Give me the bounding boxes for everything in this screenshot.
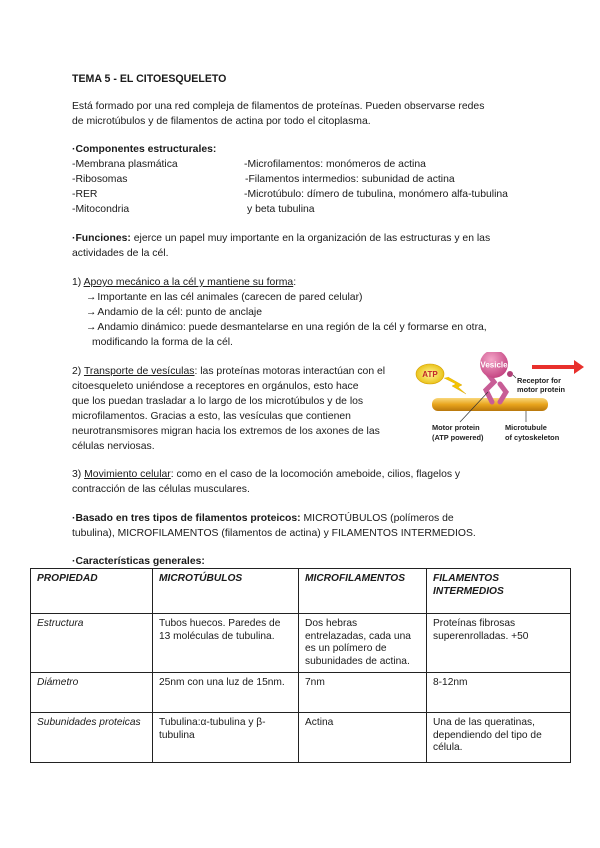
functions-heading: ·Funciones: xyxy=(72,233,131,244)
table-cell: Actina xyxy=(299,713,427,763)
point-1-item-3 xyxy=(72,321,487,335)
component-right-3: -Microtúbulo: dímero de tubulina, monómero alfa-tubulina xyxy=(244,189,508,200)
header-microtubules: MICROTÚBULOS xyxy=(153,569,299,614)
point-2-text: : las proteínas motoras interactúan con el xyxy=(194,366,386,377)
row-label: Estructura xyxy=(31,614,153,673)
table-cell: 7nm xyxy=(299,673,427,713)
point-2-title: Transporte de vesículas xyxy=(83,366,195,377)
point-1-continuation: modificando la forma de la cél. xyxy=(92,337,233,348)
component-left-4: -Mitocondria xyxy=(72,204,130,215)
point-1-heading xyxy=(72,276,296,290)
row-label: Diámetro xyxy=(31,673,153,713)
point-1-item-2-text: Andamio de la cél: punto de anclaje xyxy=(97,307,263,318)
point-3-heading xyxy=(72,468,460,482)
functions-line-2: actividades de la cél. xyxy=(72,248,169,259)
component-right-2: -Filamentos intermedios: subunidad de actina xyxy=(245,174,455,185)
table-cell: 8-12nm xyxy=(427,673,571,713)
filaments-heading: ·Basado en tres tipos de filamentos proteicos: xyxy=(72,513,301,524)
receptor-pointer xyxy=(513,375,516,378)
direction-arrow-icon xyxy=(532,360,584,374)
functions-text: ejerce un papel muy importante en la organización de las estructuras y en las xyxy=(130,233,491,244)
table-row xyxy=(31,673,571,713)
point-1-item-1-text: Importante en las cél animales (carecen de pared celular) xyxy=(97,292,363,303)
motor-label-2: (ATP powered) xyxy=(432,433,484,442)
vesicle-transport-figure xyxy=(414,352,584,456)
energy-bolt-icon xyxy=(444,377,466,394)
table-row xyxy=(31,713,571,763)
intro-line-1: Está formado por una red compleja de filamentos de proteínas. Pueden observarse redes xyxy=(72,101,485,112)
table-cell: Tubos huecos. Paredes de 13 moléculas de tubulina. xyxy=(153,614,299,673)
table-cell: 25nm con una luz de 15nm. xyxy=(153,673,299,713)
point-3-number: 3) xyxy=(72,469,85,480)
point-3-title: Movimiento celular xyxy=(84,469,171,480)
point-2-line-3: que los puedan trasladar a lo largo de los microtúbulos y de los xyxy=(72,396,364,407)
arrow-icon: → xyxy=(86,292,97,303)
table-cell: Proteínas fibrosas superenrolladas. +50 xyxy=(427,614,571,673)
atp-label: ATP xyxy=(422,370,438,379)
point-3-text: : como en el caso de la locomoción ameboide, cilios, flagelos y xyxy=(170,469,461,480)
point-1-item-1 xyxy=(72,291,363,305)
arrow-icon: → xyxy=(86,322,97,333)
point-2-heading xyxy=(72,365,385,379)
point-1-title: Apoyo mecánico a la cél y mantiene su forma xyxy=(83,277,294,288)
component-left-3: -RER xyxy=(72,189,98,200)
filaments-line-1 xyxy=(72,512,454,526)
motor-label-1: Motor protein xyxy=(432,423,480,432)
point-2-number: 2) xyxy=(72,366,84,377)
component-right-1: -Microfilamentos: monómeros de actina xyxy=(244,159,426,170)
header-intermediate: FILAMENTOS INTERMEDIOS xyxy=(427,569,571,614)
point-3-line-2: contracción de las células musculares. xyxy=(72,484,250,495)
table-row xyxy=(31,614,571,673)
component-left-1: -Membrana plasmática xyxy=(72,159,178,170)
filaments-line-2: tubulina), MICROFILAMENTOS (filamentos de actina) y FILAMENTOS INTERMEDIOS. xyxy=(72,528,476,539)
point-2-line-2: citoesqueleto uniéndose a receptores en orgánulos, esto hace xyxy=(72,381,359,392)
point-2-line-4: microfilamentos. Gracias a esto, las vesículas que contienen xyxy=(72,411,351,422)
receptor-label-2: motor protein xyxy=(517,385,566,394)
receptor-dot xyxy=(507,371,513,377)
point-1-number: 1) xyxy=(72,277,84,288)
table-cell: Una de las queratinas, dependiendo del tipo de célula. xyxy=(427,713,571,763)
point-1-item-3-text: Andamio dinámico: puede desmantelarse en una región de la cél y formarse en otra, xyxy=(97,322,487,333)
components-heading: ·Componentes estructurales: xyxy=(72,144,217,155)
table-cell: Tubulina:α-tubulina y β-tubulina xyxy=(153,713,299,763)
point-1-item-2 xyxy=(72,306,262,320)
header-microfilaments: MICROFILAMENTOS xyxy=(299,569,427,614)
row-label: Subunidades proteicas xyxy=(31,713,153,763)
motor-protein-shape xyxy=(486,374,494,402)
microtubule-label-1: Microtubule xyxy=(505,423,547,432)
filaments-text: MICROTÚBULOS (polímeros de xyxy=(300,513,454,524)
point-1-colon: : xyxy=(293,277,297,288)
functions-line-1 xyxy=(72,232,490,246)
point-2-line-5: neurotransmisores migran hacia los extremos de los axones de las xyxy=(72,426,380,437)
page-title: TEMA 5 - EL CITOESQUELETO xyxy=(72,73,227,85)
intro-line-2: de microtúbulos y de filamentos de actina por todo el citoplasma. xyxy=(72,116,371,127)
receptor-label-1: Receptor for xyxy=(517,376,561,385)
general-heading: ·Características generales: xyxy=(72,556,205,567)
component-right-4: y beta tubulina xyxy=(247,204,315,215)
table-header-row xyxy=(31,569,571,614)
point-2-line-6: células nerviosas. xyxy=(72,441,155,452)
table-cell: Dos hebras entrelazadas, cada una es un polímero de subunidades de actina. xyxy=(299,614,427,673)
vesicle-label: Vesicle xyxy=(480,360,508,370)
microtubule-label-2: of cytoskeleton xyxy=(505,433,560,442)
properties-table xyxy=(30,568,571,763)
component-left-2: -Ribosomas xyxy=(72,174,128,185)
header-property: PROPIEDAD xyxy=(31,569,153,614)
arrow-icon: → xyxy=(86,307,97,318)
